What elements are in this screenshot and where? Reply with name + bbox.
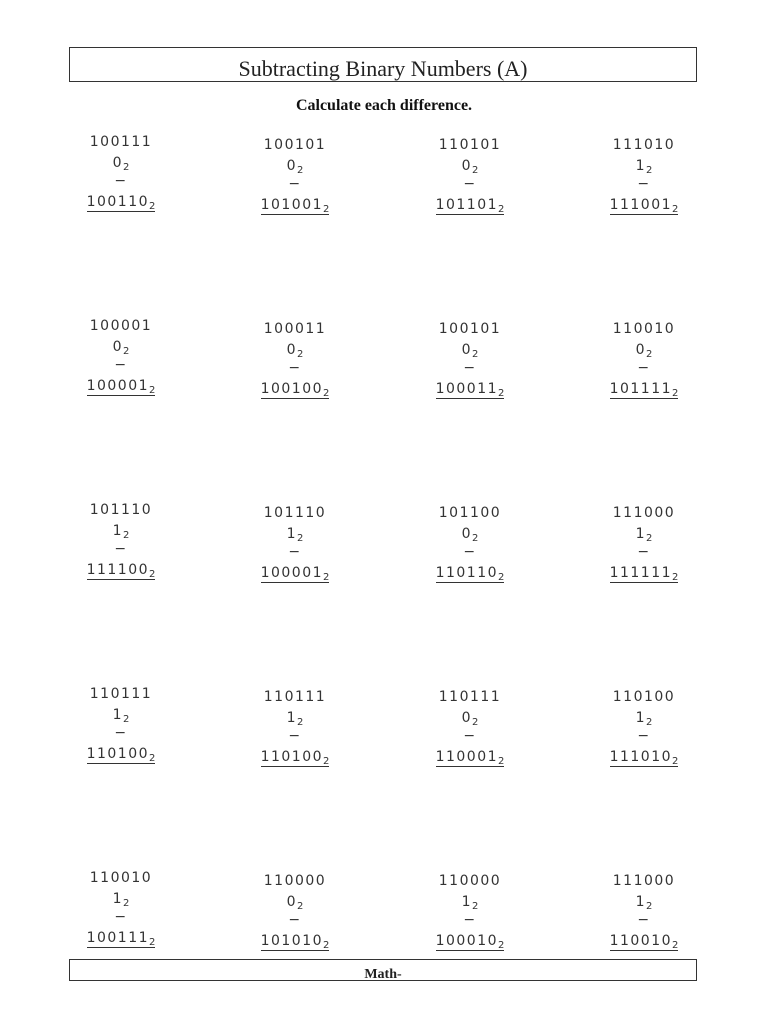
minuend: 110101: [438, 137, 502, 153]
base-subscript: 2: [498, 756, 505, 767]
answer-underline: [261, 381, 330, 399]
answer: 111010: [609, 749, 673, 765]
subtrahend-line: [599, 340, 689, 361]
base-subscript: 2: [672, 940, 679, 951]
answer-line: [76, 744, 166, 766]
minus-operator: −: [637, 912, 651, 928]
base-subscript: 2: [498, 572, 505, 583]
minuend: 110111: [263, 689, 327, 705]
minuend: 100111: [89, 134, 153, 150]
problem: [425, 503, 515, 585]
subtrahend: 0: [286, 894, 298, 910]
subtrahend-line: [425, 156, 515, 177]
base-subscript: 2: [472, 533, 479, 544]
subtrahend-line: [250, 340, 340, 361]
answer: 100001: [260, 565, 324, 581]
answer-underline: [87, 746, 156, 764]
minuend: 100001: [89, 318, 153, 334]
base-subscript: 2: [323, 204, 330, 215]
minuend: 101100: [438, 505, 502, 521]
minus-operator: −: [114, 357, 128, 373]
answer-line: [250, 379, 340, 401]
minus-operator: −: [463, 360, 477, 376]
base-subscript: 2: [297, 901, 304, 912]
answer-line: [599, 563, 689, 585]
minus-operator: −: [288, 728, 302, 744]
minuend: 110000: [438, 873, 502, 889]
subtrahend-line: [599, 156, 689, 177]
answer-underline: [261, 933, 330, 951]
problem: [250, 503, 340, 585]
base-subscript: 2: [472, 901, 479, 912]
answer-line: [250, 563, 340, 585]
minus-operator: −: [637, 544, 651, 560]
problem: [76, 316, 166, 398]
answer-line: [76, 192, 166, 214]
base-subscript: 2: [297, 349, 304, 360]
minus-operator: −: [463, 176, 477, 192]
minus-operator: −: [637, 728, 651, 744]
problem: [599, 687, 689, 769]
answer-underline: [436, 565, 505, 583]
minus-operator: −: [288, 360, 302, 376]
subtrahend: 0: [461, 526, 473, 542]
subtrahend-line: [425, 708, 515, 729]
answer: 100011: [435, 381, 499, 397]
problem: [425, 687, 515, 769]
answer-line: [599, 747, 689, 769]
answer: 110100: [86, 746, 150, 762]
answer: 110110: [435, 565, 499, 581]
subtrahend-line: [599, 524, 689, 545]
base-subscript: 2: [646, 165, 653, 176]
minuend: 111000: [612, 873, 676, 889]
problem: [599, 319, 689, 401]
minuend: 101110: [263, 505, 327, 521]
minuend: 100101: [438, 321, 502, 337]
base-subscript: 2: [149, 569, 156, 580]
subtrahend: 0: [461, 710, 473, 726]
subtrahend: 1: [635, 894, 647, 910]
answer-underline: [261, 197, 330, 215]
subtrahend: 1: [112, 891, 124, 907]
minus-operator: −: [463, 544, 477, 560]
base-subscript: 2: [646, 901, 653, 912]
page-title: Subtracting Binary Numbers (A): [238, 56, 528, 81]
base-subscript: 2: [149, 937, 156, 948]
subtrahend: 1: [635, 710, 647, 726]
problem: [599, 503, 689, 585]
base-subscript: 2: [149, 753, 156, 764]
subtrahend: 0: [112, 155, 124, 171]
base-subscript: 2: [672, 572, 679, 583]
problem: [250, 319, 340, 401]
answer-underline: [610, 381, 679, 399]
subtrahend: 1: [286, 526, 298, 542]
minuend: 111010: [612, 137, 676, 153]
answer-line: [599, 195, 689, 217]
footer-box: [69, 959, 697, 981]
answer-underline: [87, 378, 156, 396]
problem: [76, 132, 166, 214]
problem: [76, 684, 166, 766]
minus-operator: −: [637, 360, 651, 376]
minuend: 110000: [263, 873, 327, 889]
answer: 101101: [435, 197, 499, 213]
subtrahend: 1: [286, 710, 298, 726]
subtrahend-line: [599, 708, 689, 729]
base-subscript: 2: [472, 165, 479, 176]
minuend: 110100: [612, 689, 676, 705]
subtrahend: 0: [461, 158, 473, 174]
minus-operator: −: [114, 173, 128, 189]
subtrahend-line: [425, 340, 515, 361]
answer-underline: [87, 930, 156, 948]
base-subscript: 2: [123, 530, 130, 541]
answer: 100001: [86, 378, 150, 394]
title-box: [69, 47, 697, 82]
answer-line: [250, 931, 340, 953]
answer: 101001: [260, 197, 324, 213]
answer-underline: [610, 197, 679, 215]
minuend: 111000: [612, 505, 676, 521]
answer-underline: [436, 749, 505, 767]
answer-underline: [610, 933, 679, 951]
answer-underline: [610, 565, 679, 583]
subtrahend-line: [76, 889, 166, 910]
answer-underline: [610, 749, 679, 767]
base-subscript: 2: [498, 940, 505, 951]
subtrahend-line: [250, 156, 340, 177]
answer: 100111: [86, 930, 150, 946]
base-subscript: 2: [149, 385, 156, 396]
subtrahend-line: [76, 153, 166, 174]
base-subscript: 2: [297, 165, 304, 176]
subtrahend-line: [250, 708, 340, 729]
answer-line: [76, 560, 166, 582]
problem: [76, 868, 166, 950]
minuend: 110111: [438, 689, 502, 705]
answer: 111100: [86, 562, 150, 578]
base-subscript: 2: [672, 388, 679, 399]
answer-underline: [436, 197, 505, 215]
answer-line: [425, 747, 515, 769]
answer: 111001: [609, 197, 673, 213]
minuend: 110010: [89, 870, 153, 886]
problem: [425, 319, 515, 401]
answer-line: [425, 563, 515, 585]
answer-underline: [261, 749, 330, 767]
answer: 100010: [435, 933, 499, 949]
base-subscript: 2: [297, 533, 304, 544]
problem: [599, 871, 689, 953]
base-subscript: 2: [472, 717, 479, 728]
subtrahend-line: [599, 892, 689, 913]
base-subscript: 2: [498, 204, 505, 215]
answer: 110010: [609, 933, 673, 949]
problem: [425, 135, 515, 217]
minuend: 101110: [89, 502, 153, 518]
base-subscript: 2: [123, 162, 130, 173]
minus-operator: −: [114, 725, 128, 741]
base-subscript: 2: [323, 388, 330, 399]
answer-line: [250, 195, 340, 217]
minus-operator: −: [463, 728, 477, 744]
subtrahend: 0: [461, 342, 473, 358]
base-subscript: 2: [672, 756, 679, 767]
subtrahend: 0: [286, 342, 298, 358]
subtrahend-line: [425, 524, 515, 545]
problem: [250, 871, 340, 953]
instructions: Calculate each difference.: [295, 97, 473, 114]
minus-operator: −: [288, 544, 302, 560]
answer-line: [76, 928, 166, 950]
base-subscript: 2: [672, 204, 679, 215]
answer: 111111: [609, 565, 673, 581]
subtrahend-line: [76, 337, 166, 358]
answer-underline: [436, 933, 505, 951]
minus-operator: −: [114, 909, 128, 925]
base-subscript: 2: [149, 201, 156, 212]
base-subscript: 2: [646, 533, 653, 544]
answer: 101111: [609, 381, 673, 397]
subtrahend-line: [76, 521, 166, 542]
base-subscript: 2: [646, 717, 653, 728]
minus-operator: −: [288, 912, 302, 928]
answer: 110100: [260, 749, 324, 765]
problem: [250, 687, 340, 769]
base-subscript: 2: [472, 349, 479, 360]
subtrahend: 1: [461, 894, 473, 910]
subtrahend-line: [250, 524, 340, 545]
answer: 101010: [260, 933, 324, 949]
minuend: 100011: [263, 321, 327, 337]
problem-grid: [70, 120, 698, 960]
subtrahend-line: [250, 892, 340, 913]
subtrahend-line: [76, 705, 166, 726]
answer-line: [76, 376, 166, 398]
minus-operator: −: [637, 176, 651, 192]
minuend: 110010: [612, 321, 676, 337]
problem: [250, 135, 340, 217]
base-subscript: 2: [498, 388, 505, 399]
subtrahend: 0: [635, 342, 647, 358]
subtrahend: 1: [635, 526, 647, 542]
minuend: 110111: [89, 686, 153, 702]
minus-operator: −: [114, 541, 128, 557]
base-subscript: 2: [123, 898, 130, 909]
answer-line: [599, 379, 689, 401]
base-subscript: 2: [323, 940, 330, 951]
answer: 100110: [86, 194, 150, 210]
answer-line: [425, 195, 515, 217]
subtrahend: 1: [112, 707, 124, 723]
subtrahend: 0: [286, 158, 298, 174]
answer-line: [599, 931, 689, 953]
base-subscript: 2: [297, 717, 304, 728]
minuend: 100101: [263, 137, 327, 153]
answer-line: [425, 931, 515, 953]
minus-operator: −: [463, 912, 477, 928]
subtrahend: 0: [112, 339, 124, 355]
answer: 100100: [260, 381, 324, 397]
answer-underline: [87, 562, 156, 580]
answer-underline: [436, 381, 505, 399]
answer-line: [250, 747, 340, 769]
answer-line: [425, 379, 515, 401]
base-subscript: 2: [123, 346, 130, 357]
answer-underline: [261, 565, 330, 583]
base-subscript: 2: [323, 756, 330, 767]
problem: [76, 500, 166, 582]
subtrahend: 1: [112, 523, 124, 539]
subtrahend-line: [425, 892, 515, 913]
base-subscript: 2: [646, 349, 653, 360]
problem: [425, 871, 515, 953]
base-subscript: 2: [123, 714, 130, 725]
base-subscript: 2: [323, 572, 330, 583]
problem: [599, 135, 689, 217]
subtrahend: 1: [635, 158, 647, 174]
answer-underline: [87, 194, 156, 212]
footer-text: Math-: [364, 967, 402, 981]
answer: 110001: [435, 749, 499, 765]
minus-operator: −: [288, 176, 302, 192]
